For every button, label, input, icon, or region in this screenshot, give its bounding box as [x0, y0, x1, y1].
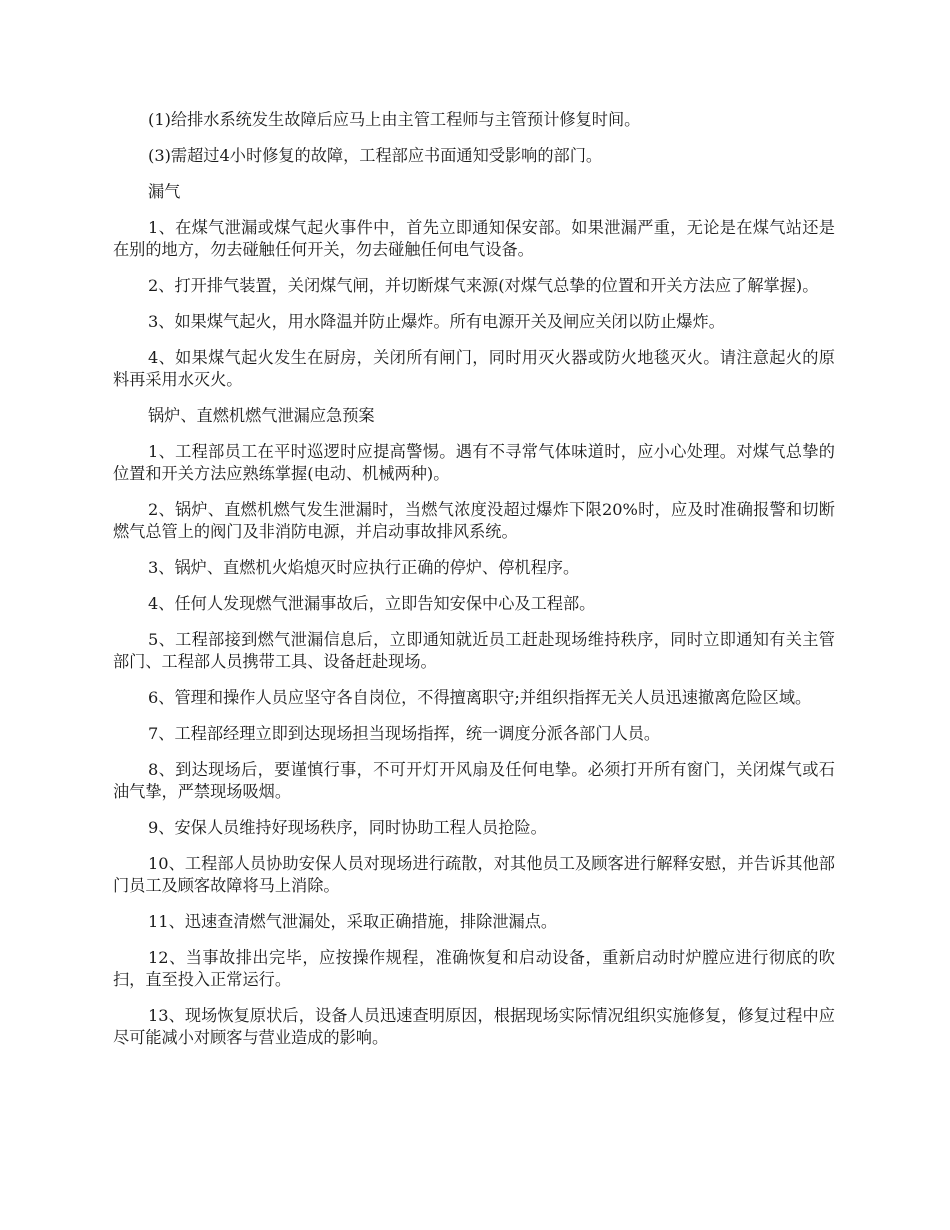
paragraph: 12、当事故排出完毕，应按操作规程，准确恢复和启动设备，重新启动时炉膛应进行彻底的吹扫，直至投入正常运行。 — [113, 948, 835, 989]
paragraph: 1、在煤气泄漏或煤气起火事件中，首先立即通知保安部。如果泄漏严重，无论是在煤气站还是在别的地方，勿去碰触任何开关，勿去碰触任何电气设备。 — [113, 218, 835, 259]
section-heading: 锅炉、直燃机燃气泄漏应急预案 — [148, 406, 375, 425]
paragraph: 6、管理和操作人员应坚守各自岗位，不得擅离职守;并组织指挥无关人员迅速撤离危险区域。 — [148, 688, 812, 707]
document-body — [113, 109, 835, 1063]
paragraph: 4、如果煤气起火发生在厨房，关闭所有闸门，同时用灭火器或防火地毯灭火。请注意起火的原料再采用水灭火。 — [113, 348, 835, 389]
paragraph: 5、工程部接到燃气泄漏信息后，立即通知就近员工赶赴现场维持秩序，同时立即通知有关主管部门、工程部人员携带工具、设备赶赴现场。 — [113, 630, 835, 671]
paragraph: 4、任何人发现燃气泄漏事故后，立即告知安保中心及工程部。 — [148, 594, 596, 613]
paragraph: 9、安保人员维持好现场秩序，同时协助工程人员抢险。 — [148, 818, 547, 837]
paragraph: 3、如果煤气起火，用水降温并防止爆炸。所有电源开关及闸应关闭以防止爆炸。 — [148, 312, 725, 331]
paragraph: 2、打开排气装置，关闭煤气闸，并切断煤气来源(对煤气总挚的位置和开关方法应了解掌握)。 — [148, 276, 819, 295]
paragraph: (3)需超过4小时修复的故障，工程部应书面通知受影响的部门。 — [148, 146, 603, 165]
paragraph: 1、工程部员工在平时巡逻时应提高警惕。遇有不寻常气体味道时，应小心处理。对煤气总挚的位置和开关方法应熟练掌握(电动、机械两种)。 — [113, 442, 835, 483]
paragraph: 8、到达现场后，要谨慎行事，不可开灯开风扇及任何电挚。必须打开所有窗门，关闭煤气或石油气挚，严禁现场吸烟。 — [113, 760, 835, 801]
paragraph: (1)给排水系统发生故障后应马上由主管工程师与主管预计修复时间。 — [148, 110, 641, 129]
paragraph: 7、工程部经理立即到达现场担当现场指挥，统一调度分派各部门人员。 — [148, 724, 661, 743]
paragraph: 13、现场恢复原状后，设备人员迅速查明原因，根据现场实际情况组织实施修复，修复过程中应尽可能减小对顾客与营业造成的影响。 — [113, 1006, 835, 1047]
section-heading: 漏气 — [148, 182, 181, 201]
paragraph: 10、工程部人员协助安保人员对现场进行疏散，对其他员工及顾客进行解释安慰，并告诉其他部门员工及顾客故障将马上消除。 — [113, 854, 835, 895]
paragraph: 11、迅速查清燃气泄漏处，采取正确措施，排除泄漏点。 — [148, 912, 558, 931]
paragraph: 3、锅炉、直燃机火焰熄灭时应执行正确的停炉、停机程序。 — [148, 558, 580, 577]
paragraph: 2、锅炉、直燃机燃气发生泄漏时，当燃气浓度没超过爆炸下限20%时，应及时准确报警和切断燃气总管上的阀门及非消防电源，并启动事故排风系统。 — [113, 500, 835, 541]
